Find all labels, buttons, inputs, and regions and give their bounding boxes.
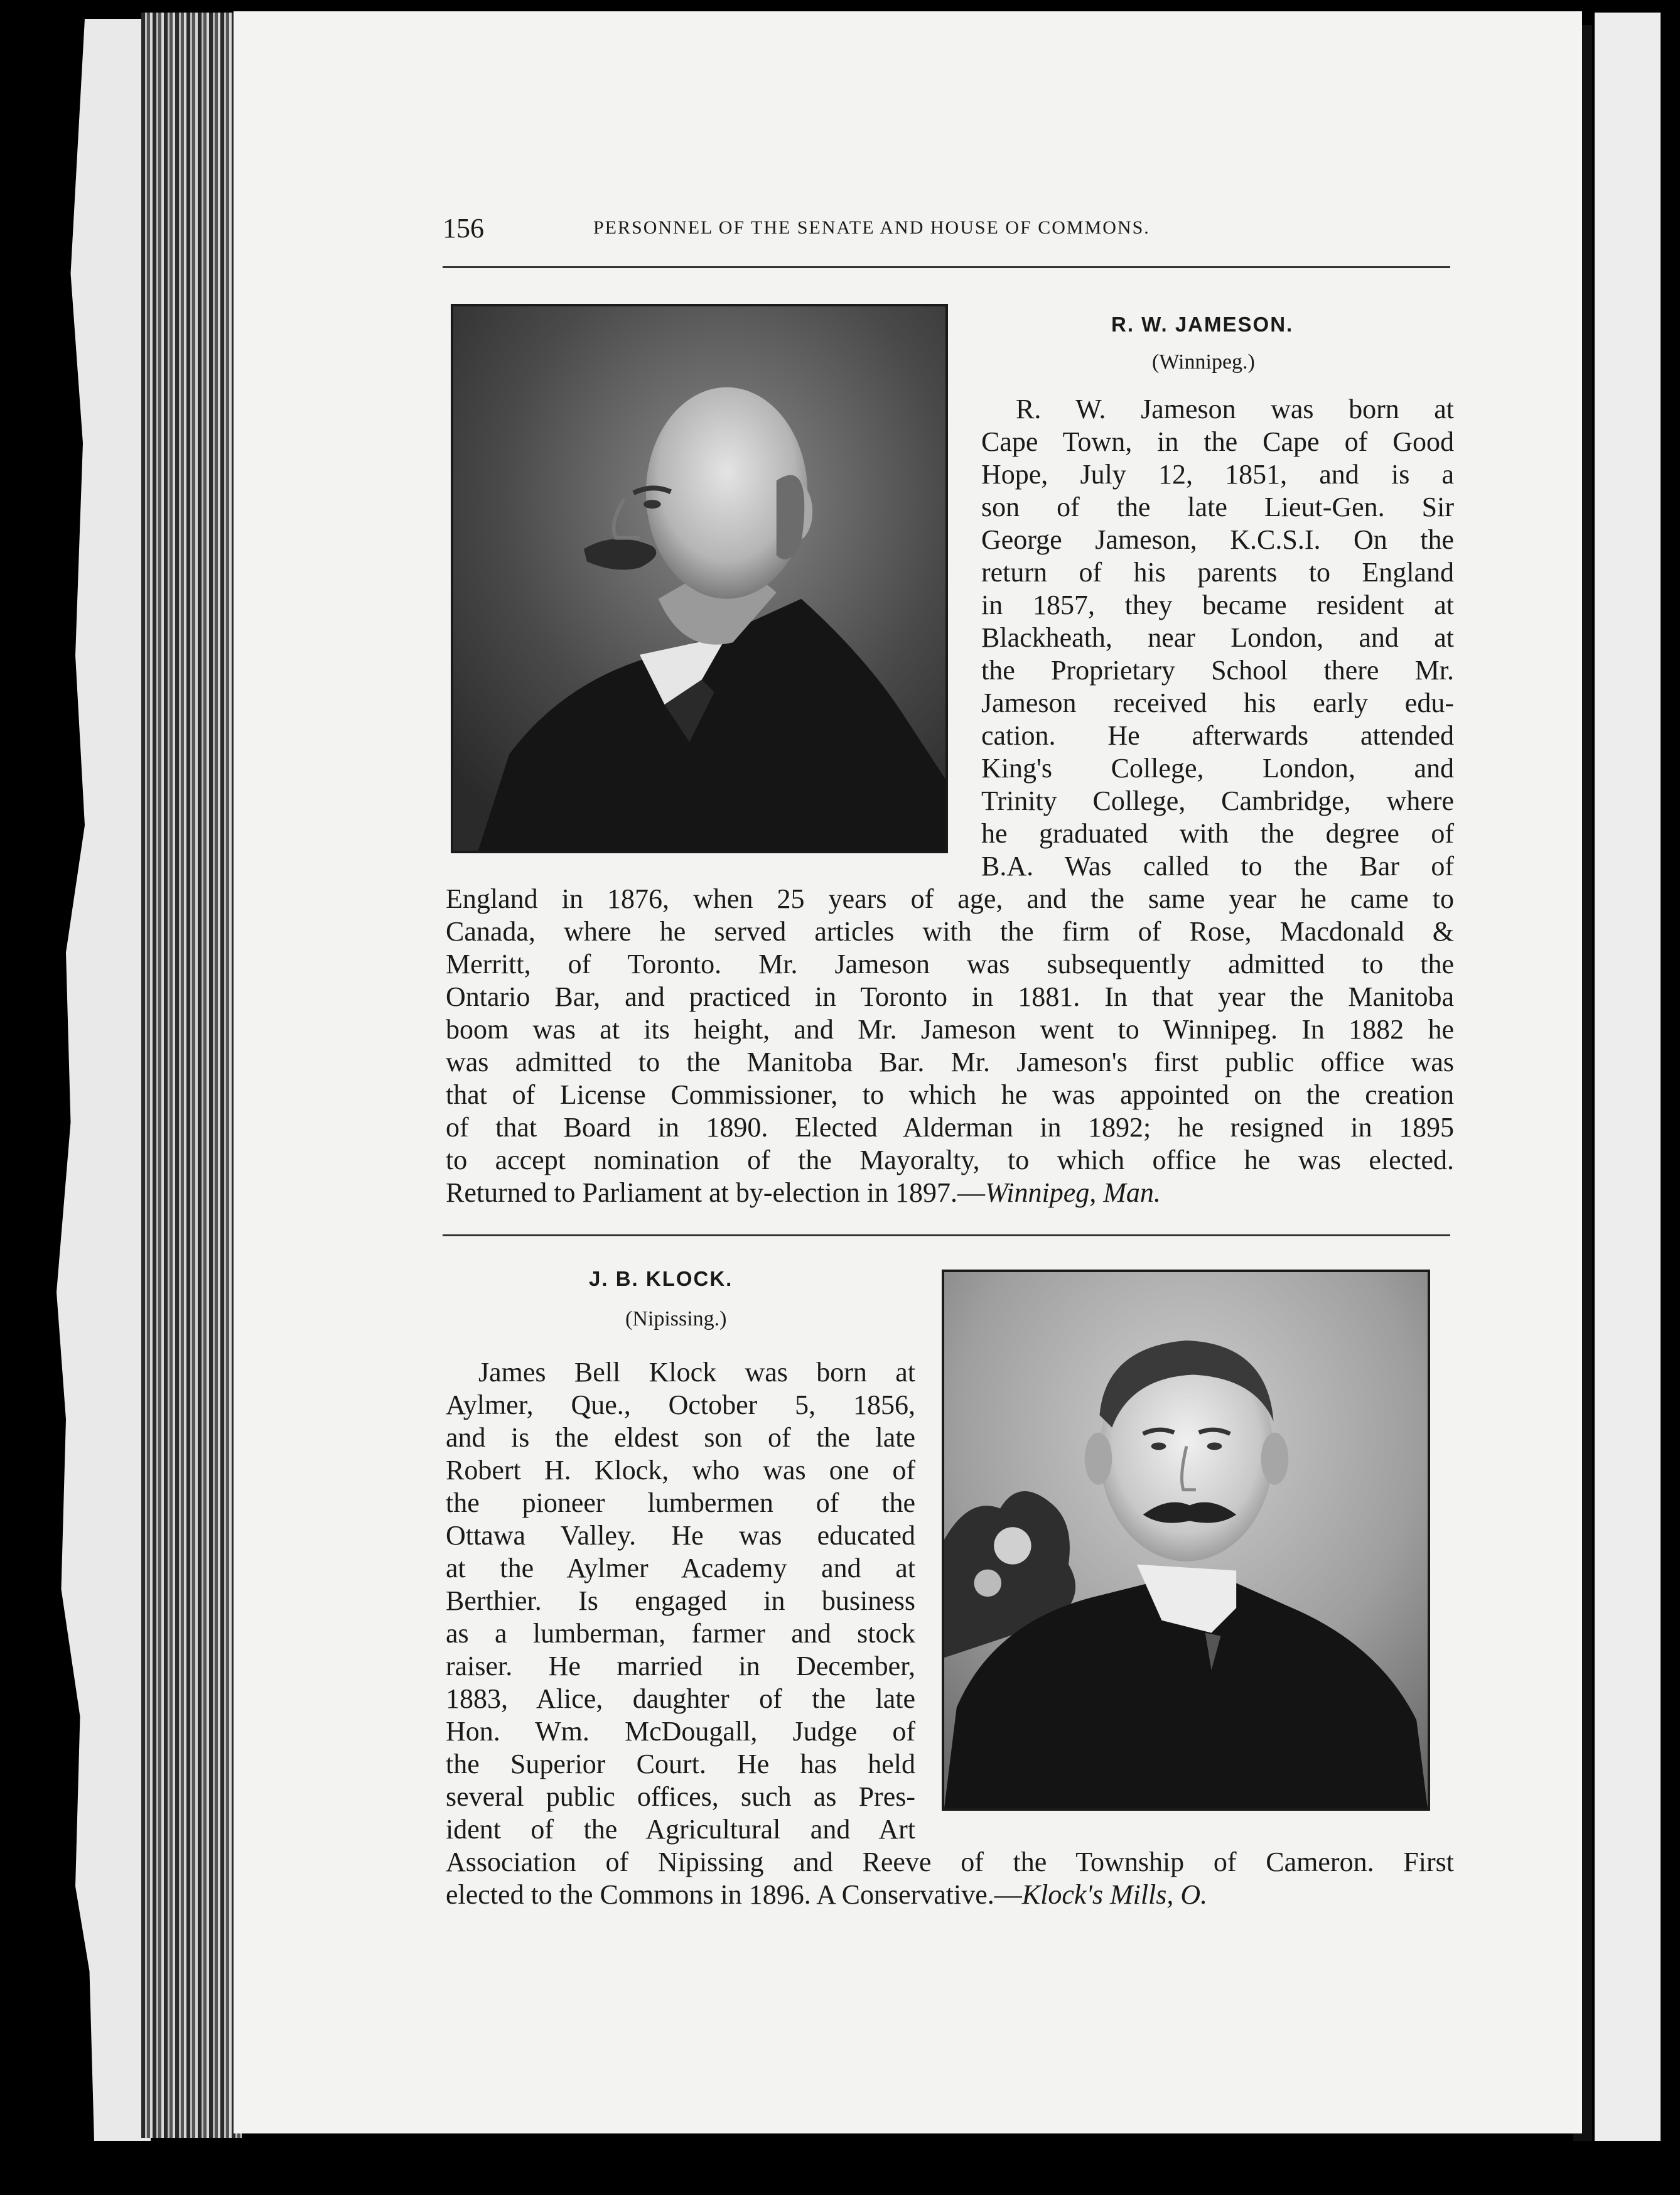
bio-line: the Proprietary School there Mr. bbox=[981, 655, 1454, 686]
entry-name: R. W. JAMESON. bbox=[1111, 313, 1294, 336]
running-head: PERSONNEL OF THE SENATE AND HOUSE OF COMMONS. bbox=[593, 217, 1150, 238]
residence: Winnipeg, Man. bbox=[985, 1177, 1161, 1208]
bio-line: James Bell Klock was born at bbox=[478, 1357, 915, 1388]
bio-line: at the Aylmer Academy and at bbox=[446, 1553, 915, 1583]
bio-line: Ottawa Valley. He was educated bbox=[446, 1520, 915, 1551]
bio-line: return of his parents to England bbox=[981, 557, 1454, 588]
bio-line: Trinity College, Cambridge, where bbox=[981, 785, 1454, 816]
bio-line: several public offices, such as Pres- bbox=[446, 1781, 915, 1812]
bio-line: of that Board in 1890. Elected Alderman in 1892; he resigned in 1895 bbox=[446, 1112, 1454, 1143]
klock-portrait-image bbox=[944, 1272, 1428, 1808]
klock-portrait bbox=[942, 1270, 1430, 1811]
bio-line: Hon. Wm. McDougall, Judge of bbox=[446, 1716, 915, 1747]
bio-last-line bbox=[446, 1177, 1454, 1209]
bio-line: he graduated with the degree of bbox=[981, 818, 1454, 849]
entry-constituency: (Nipissing.) bbox=[625, 1307, 727, 1330]
bio-line: Hope, July 12, 1851, and is a bbox=[981, 459, 1454, 490]
bio-line: in 1857, they became resident at bbox=[981, 590, 1454, 620]
bio-line: to accept nomination of the Mayoralty, to which office he was elected. bbox=[446, 1145, 1454, 1175]
bio-line: Ontario Bar, and practiced in Toronto in 1881. In that year the Manitoba bbox=[446, 981, 1454, 1012]
entry-constituency: (Winnipeg.) bbox=[1152, 350, 1255, 374]
bio-line: England in 1876, when 25 years of age, and the same year he came to bbox=[446, 883, 1454, 914]
bio-line: the pioneer lumbermen of the bbox=[446, 1487, 915, 1518]
page-edges bbox=[141, 13, 242, 2138]
residence: Klock's Mills, O. bbox=[1021, 1879, 1208, 1910]
bio-line: Canada, where he served articles with the firm of Rose, Macdonald & bbox=[446, 916, 1454, 947]
bio-last-line-text: elected to the Commons in 1896. A Conservative.— bbox=[446, 1879, 1022, 1910]
next-page-edge bbox=[1595, 13, 1661, 2141]
bio-line: Cape Town, in the Cape of Good bbox=[981, 426, 1454, 457]
bio-line: the Superior Court. He has held bbox=[446, 1749, 915, 1779]
jameson-portrait bbox=[451, 304, 948, 853]
bio-line: cation. He afterwards attended bbox=[981, 720, 1454, 751]
jameson-portrait-image bbox=[453, 306, 945, 851]
bio-line: King's College, London, and bbox=[981, 753, 1454, 784]
bio-line: son of the late Lieut-Gen. Sir bbox=[981, 492, 1454, 522]
bio-line: was admitted to the Manitoba Bar. Mr. Jameson's first public office was bbox=[446, 1047, 1454, 1077]
bio-line: Jameson received his early edu- bbox=[981, 688, 1454, 718]
bio-line: B.A. Was called to the Bar of bbox=[981, 851, 1454, 882]
bio-line: Aylmer, Que., October 5, 1856, bbox=[446, 1389, 915, 1420]
bio-line: R. W. Jameson was born at bbox=[1016, 394, 1454, 424]
bio-line: Berthier. Is engaged in business bbox=[446, 1585, 915, 1616]
header-rule bbox=[443, 266, 1450, 268]
bio-line: Association of Nipissing and Reeve of the Township of Cameron. First bbox=[446, 1847, 1454, 1877]
bio-line: raiser. He married in December, bbox=[446, 1651, 915, 1681]
bio-line: boom was at its height, and Mr. Jameson went to Winnipeg. In 1882 he bbox=[446, 1014, 1454, 1045]
bio-line: that of License Commissioner, to which he was appointed on the creation bbox=[446, 1079, 1454, 1110]
bio-last-line bbox=[446, 1879, 1454, 1911]
bio-line: 1883, Alice, daughter of the late bbox=[446, 1683, 915, 1714]
bio-line: as a lumberman, farmer and stock bbox=[446, 1618, 915, 1649]
bio-last-line-text: Returned to Parliament at by-election in 1897.— bbox=[446, 1177, 986, 1208]
entry-name: J. B. KLOCK. bbox=[589, 1267, 733, 1290]
bio-line: and is the eldest son of the late bbox=[446, 1422, 915, 1453]
torn-left-page bbox=[57, 19, 151, 2141]
page-number: 156 bbox=[443, 213, 484, 244]
bio-line: Blackheath, near London, and at bbox=[981, 622, 1454, 653]
bio-line: ident of the Agricultural and Art bbox=[446, 1814, 915, 1845]
bio-line: George Jameson, K.C.S.I. On the bbox=[981, 524, 1454, 555]
bio-line: Merritt, of Toronto. Mr. Jameson was subsequently admitted to the bbox=[446, 949, 1454, 979]
bio-line: Robert H. Klock, who was one of bbox=[446, 1455, 915, 1486]
entry-separator bbox=[443, 1234, 1450, 1236]
